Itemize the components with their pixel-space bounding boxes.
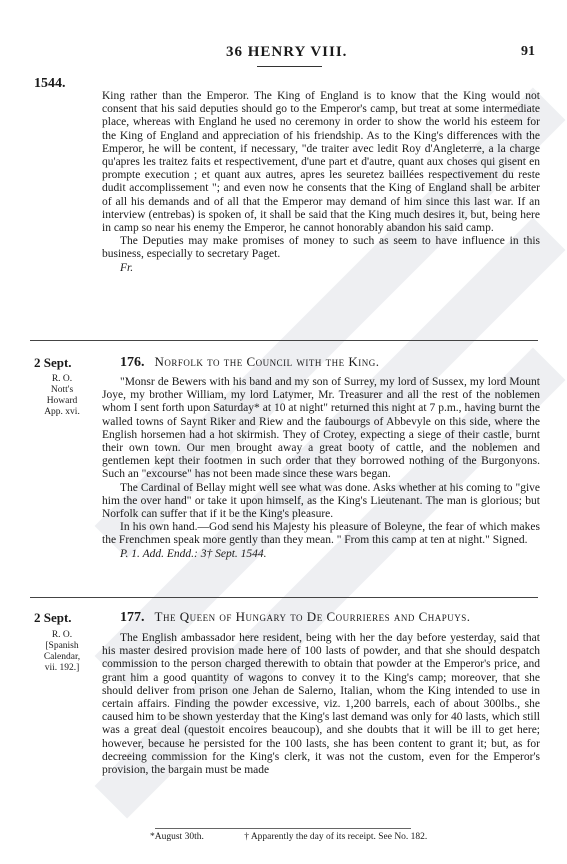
- entry-number: 177.: [120, 610, 145, 625]
- continuation-signoff: Fr.: [120, 261, 134, 274]
- entry-title: Norfolk to the Council with the King.: [154, 354, 380, 369]
- entry-176-reference: R. O. Nott's Howard App. xvi.: [44, 374, 80, 417]
- entry-176-heading: [102, 354, 540, 371]
- footnote: † Apparently the day of its receipt. See No. 182.: [244, 832, 428, 842]
- entry-176-date: 2 Sept.: [34, 355, 72, 370]
- header-rule: [257, 66, 322, 67]
- continuation-paragraph: The Deputies may make promises of money to such as seem to have influence in this business, especially to secretary Paget.: [102, 235, 540, 261]
- continuation-paragraph: King rather than the Emperor. The King of England is to know that the King would not consent that his said deputies should go to the Emperor's camp, but treat at some intermediate place, whereas with England he used no ceremony in order to show the world his esteem for the King of England and appreciation of his friendship. As to the King's differences with the Emperor, he will be content, if necessary, "de traiter avec ledit Roy d'Angleterre, a la charge qu'apres les traitez faits et respectivement, d'une part et d'autre, quant aux choses qui gisent en prompte execution ; et quant aux autres, apres les seuretez baillées respectivement du reste dudit accomplissement "; and even now he consents that the King of England shall be arbiter of all his demands and of all that the Emperor may demand of him since this last war. If an interview (entrebas) is spoken of, it shall be said that the King much desires it, but, being here in camp so near his enemy the Emperor, he cannot honorably abandon his said camp.: [102, 90, 540, 235]
- entry-176-paragraph: "Monsr de Bewers with his band and my son of Surrey, my lord of Sussex, my lord Mount Joye, my brother William, my lord Latymer, Mr. Treasurer and all the rest of the noblemen whom I sent forth upon Saturday* at 10 at night" returned this night at 7 p.m., having burnt the walled towns of Saynt Riker and Riew and the faubourgs of Abbevyle on this side, where the English horsemen had a hot skirmish. They of Crotey, expecting a siege of their castle, burnt their own town. Our men brought away a great booty of cattle, and the noblemen and gentlemen kept their footmen in such order that they borrowed nothing of the Burgonyons. Such an "excourse" has not been made since these wars began.: [102, 376, 540, 481]
- entry-176-paragraph: The Cardinal of Bellay might well see what was done. Asks whether at his coming to "give him the over hand" or take it upon himself, as the King's Lieutenant. The man is glorious; but Norfolk can suffer that if it be the King's pleasure.: [102, 481, 540, 521]
- entry-177-date: 2 Sept.: [34, 610, 72, 625]
- entry-separator: [30, 340, 538, 341]
- entry-177-reference: R. O. [Spanish Calendar, vii. 192.]: [43, 630, 81, 673]
- entry-177-paragraph: The English ambassador here resident, being with her the day before yesterday, said that his master desired provision made here of 100 lasts of powder, and that she should despatch commission to the person charged therewith to obtain that powder at the Emperor's price, and grant him a good quantity of wagons to convey it to the King's camp; moreover, that she should deliver from prison one Jehan de Salerno, Italian, whom the King intended to use in certain affairs. Finding the powder excessive, viz. 1,200 barrels, each of about 300lbs., she caused him to be shown yesterday that the King's last demand was only for 40 lasts, which still was a great deal (questoit encoires beaucoup), and she doubts that it will be ill to get here; however, because he persisted for the 100 lasts, she has been content to grant it; but, as for decreeing commission for the King's clerk, it was not the custom, even for the Emperor's provision, the bargain must be made: [102, 632, 540, 777]
- entry-177: [102, 609, 540, 777]
- footnote: *August 30th.: [150, 832, 204, 842]
- margin-year: 1544.: [34, 76, 66, 91]
- running-header: [0, 44, 567, 66]
- header-title: 36 HENRY VIII.: [226, 44, 348, 60]
- entry-176: [102, 354, 540, 561]
- entry-177-heading: [102, 609, 540, 626]
- continuation-block: [102, 90, 540, 275]
- page-number: 91: [521, 44, 535, 59]
- entry-176-signoff: P. 1. Add. Endd.: 3† Sept. 1544.: [120, 547, 267, 560]
- footnotes: [150, 832, 465, 842]
- entry-number: 176.: [120, 355, 145, 370]
- entry-title: The Queen of Hungary to De Courrieres and Chapuys.: [154, 609, 471, 624]
- footnote-rule: [155, 828, 411, 829]
- entry-176-paragraph: In his own hand.—God send his Majesty his pleasure of Boleyne, the fear of which makes the Frenchmen speak more gently than they mean. " From this camp at ten at night." Signed.: [102, 521, 540, 547]
- entry-separator: [30, 597, 538, 598]
